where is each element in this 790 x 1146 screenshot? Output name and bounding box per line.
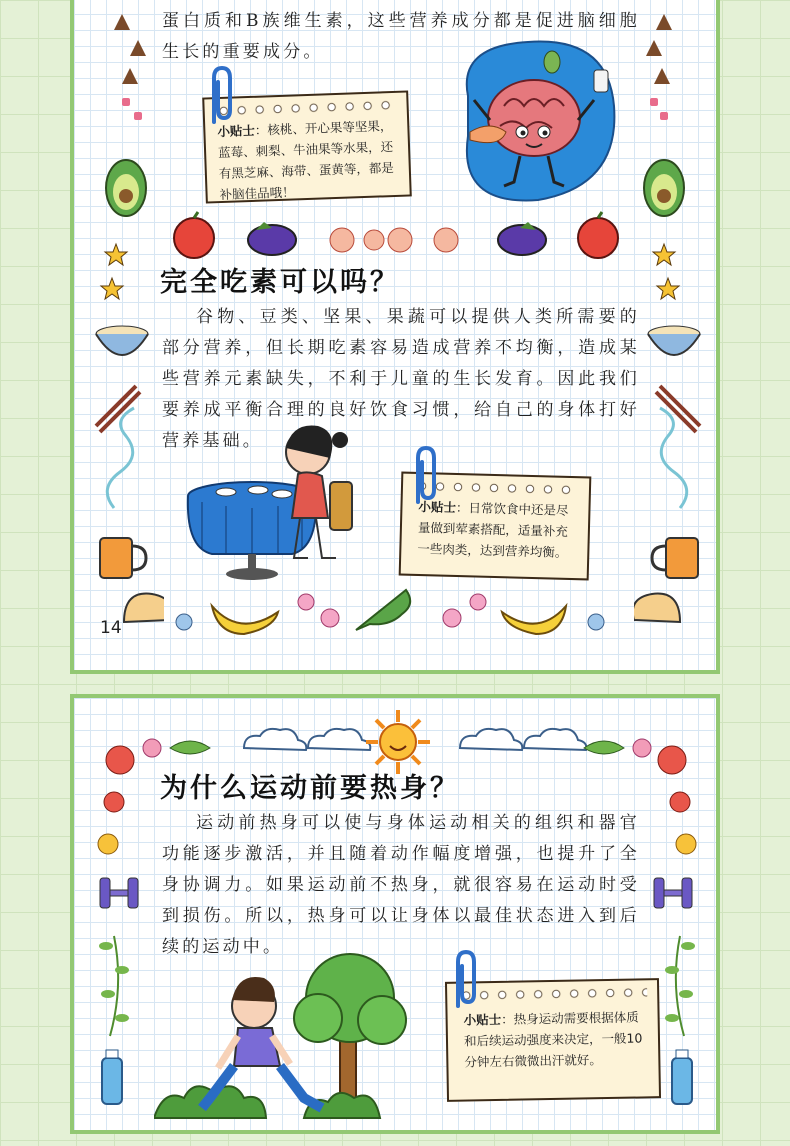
tip-card-body: [217, 115, 400, 205]
paper-clip-icon: [204, 66, 234, 126]
tip-label: 小贴士: [217, 122, 256, 140]
eggplant-icon: [498, 222, 546, 255]
flower-icon: [588, 614, 604, 630]
food-divider-row: [170, 210, 630, 264]
vine-icon: [665, 936, 695, 1036]
flower-icon: [633, 739, 651, 757]
girl-eating-illustration: [182, 418, 362, 586]
avocado-small-icon: [544, 51, 560, 73]
tip-text: ：核桃、开心果等坚果，蓝莓、刺梨、牛油果等水果，还有黑芝麻、海带、蛋黄等，都是补脑佳品哦！: [217, 118, 395, 203]
leaf-sprig-icon: [584, 741, 624, 754]
cone-shells-icon: [646, 14, 672, 84]
page-number: 14: [100, 618, 122, 638]
rice-bowl-icon: [648, 326, 700, 355]
dumbbell-icon: [654, 878, 692, 908]
flower-icon: [176, 614, 192, 630]
book-page-bottom: [70, 694, 720, 1134]
leaf-sprig-icon: [170, 741, 210, 754]
paper-clip-icon: [448, 950, 478, 1010]
leafy-greens-icon: [356, 590, 410, 630]
star-icon: [653, 244, 679, 299]
left-border-decorations: [94, 786, 154, 1146]
flower-icon: [330, 228, 458, 252]
boy-stretching-illustration: [154, 948, 434, 1128]
flower-icon: [670, 792, 690, 812]
rice-bowl-icon: [96, 326, 148, 355]
orange-mug-icon: [100, 538, 146, 578]
steam-swirl-icon: [660, 408, 687, 508]
flower-icon: [658, 746, 686, 774]
pink-candy-icon: [122, 98, 142, 120]
tip-card-binding: [457, 986, 647, 1001]
bread-icon: [124, 594, 164, 622]
banana-icon: [502, 606, 566, 634]
tip-card-body: [417, 496, 579, 563]
tip-card-body: [463, 1006, 648, 1072]
flower-icon: [106, 746, 134, 774]
paper-clip-icon: [408, 446, 438, 506]
flower-icon: [98, 834, 118, 854]
water-bottle-icon: [672, 1050, 692, 1104]
sun-icon: [366, 710, 430, 774]
brain-character-illustration: [448, 36, 618, 206]
tree-icon: [294, 954, 406, 1114]
avocado-icon: [644, 160, 684, 216]
tip-text: ：日常饮食中还是尽量做到荤素搭配，适量补充一些肉类，达到营养均衡。: [417, 499, 569, 560]
bottom-food-row: [170, 584, 626, 640]
warmup-paragraph: 运动前热身可以使与身体运动相关的组织和器官功能逐步激活，并且随着动作幅度增强，也提升了全身协调力。如果运动前不热身，就很容易在运动时受到损伤。所以，热身可以让身体以最佳状态进入到后续的运动中。: [162, 813, 640, 957]
vegetarian-paragraph: 谷物、豆类、坚果、果蔬可以提供人类所需要的部分营养，但长期吃素容易造成营养不均衡，造成某些营养元素缺失，不利于儿童的生长发育。因此我们要养成平衡合理的良好饮食习惯，给自己的身体打好营养基础。: [162, 307, 640, 451]
flower-icon: [104, 792, 124, 812]
section-heading-warmup: 为什么运动前要热身？: [160, 773, 460, 804]
apple-icon: [174, 212, 214, 258]
dumbbell-icon: [100, 878, 138, 908]
cone-shells-icon: [114, 14, 146, 84]
apple-icon: [578, 212, 618, 258]
vine-icon: [99, 936, 129, 1036]
section-heading-vegetarian: 完全吃素可以吗？: [160, 267, 400, 298]
left-border-decorations: [94, 8, 164, 648]
pink-candy-icon: [650, 98, 668, 120]
right-border-decorations: [634, 8, 704, 648]
flower-icon: [676, 834, 696, 854]
book-page-top: [70, 0, 720, 674]
orange-mug-icon: [652, 538, 698, 578]
intro-paragraph: 蛋白质和B族维生素，这些营养成分都是促进脑细胞生长的重要成分。: [162, 11, 640, 62]
water-bottle-icon: [102, 1050, 122, 1104]
star-icon: [101, 244, 127, 299]
bread-icon: [634, 594, 680, 622]
avocado-icon: [106, 160, 146, 216]
tip-label: 小贴士: [418, 498, 457, 515]
tip-label: 小贴士: [463, 1011, 502, 1028]
flower-icon: [143, 739, 161, 757]
tip-card-binding: [214, 99, 396, 117]
milk-bottle-icon: [594, 70, 608, 92]
banana-icon: [212, 606, 278, 634]
eggplant-icon: [248, 222, 296, 255]
tip-text: ：热身运动需要根据体质和后续运动强度来决定，一般10分钟左右微微出汗就好。: [463, 1009, 643, 1070]
boy-figure: [202, 977, 322, 1108]
